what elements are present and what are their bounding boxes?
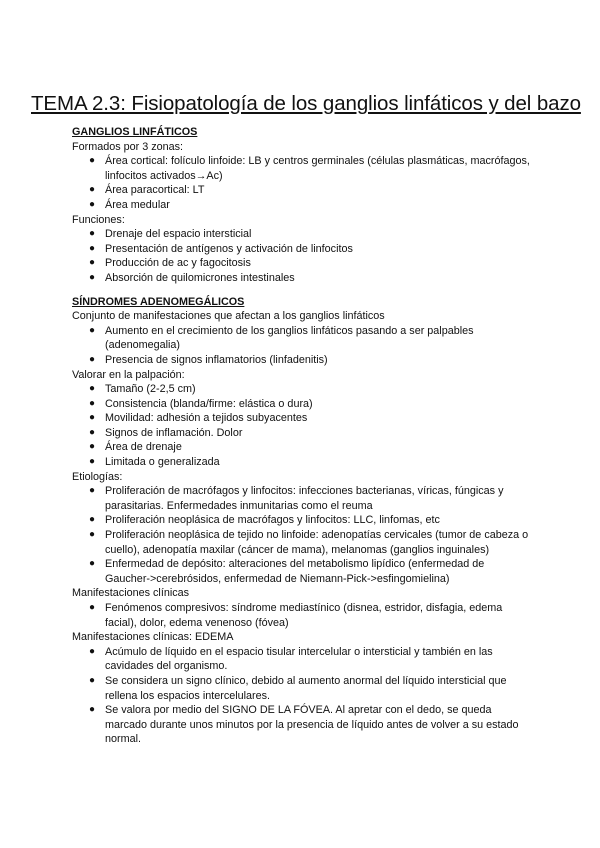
list-item: ● Aumento en el crecimiento de los ganglios linfáticos pasando a ser palpables (adenomegalia) [89,324,474,352]
bullet-icon: ● [89,602,96,613]
bullet-icon: ● [89,485,96,497]
bullet-icon: ● [89,184,96,196]
list-item: ● Drenaje del espacio intersticial [89,228,252,241]
bullet-list [72,324,532,368]
bullet-icon: ● [89,257,96,269]
bullet-icon: ● [89,529,96,541]
bullet-list [72,484,532,586]
list-item: ● Área paracortical: LT [89,184,205,197]
list-item: ● Fenómenos compresivos: síndrome mediastínico (disnea, estridor, disfagia, edema facial), dolor, edema venenoso (fóvea) [89,602,503,629]
section-heading-ganglios: GANGLIOS LINFÁTICOS [72,126,198,138]
bullet-icon: ● [89,324,96,336]
bullet-icon: ● [89,674,96,686]
list-item: ● Proliferación neoplásica de macrófagos y linfocitos: LLC, linfomas, etc [89,514,440,527]
list-item: ● Enfermedad de depósito: alteraciones del metabolismo lipídico (enfermedad de Gaucher->cerebrósidos, enfermedad de Niemann-Pick->esfingomielina) [89,558,485,585]
bullet-icon: ● [89,558,96,570]
block-label: Manifestaciones clínicas: EDEMA [72,631,234,644]
list-item: ● Presencia de signos inflamatorios (linfadenitis) [89,353,328,366]
bullet-icon: ● [89,198,96,210]
block-label: Manifestaciones clínicas [72,587,190,600]
list-item: ● Signos de inflamación. Dolor [89,426,243,439]
bullet-list [72,227,532,285]
block-label: Etiologías: [72,470,123,483]
list-item: ● Absorción de quilomicrones intestinales [89,271,295,284]
list-item: ● Se considera un signo clínico, debido al aumento anormal del líquido intersticial que rellena los espacios intercelulares. [89,674,507,702]
list-item: ● Proliferación neoplásica de tejido no linfoide: adenopatías cervicales (tumor de cabeza o cuello), adenopatía maxilar (cáncer de mama), melanomas (ganglios inguinales) [89,529,529,556]
bullet-icon: ● [89,397,96,409]
section-heading-sindromes: SÍNDROMES ADENOMEGÁLICOS [72,295,245,308]
list-item: ● Se valora por medio del SIGNO DE LA FÓVEA. Al apretar con el dedo, se queda marcado durante unos minutos por la presencia de líquido antes de volver a su estado normal. [89,704,519,746]
block-label: Valorar en la palpación: [72,368,185,381]
bullet-icon: ● [89,242,96,254]
bullet-list [72,645,532,747]
bullet-icon: ● [89,514,96,526]
bullet-icon: ● [89,383,96,395]
list-item: ● Producción de ac y fagocitosis [89,257,251,270]
bullet-icon: ● [89,704,96,716]
bullet-icon: ● [89,155,96,167]
list-item: ● Área cortical: folículo linfoide: LB y centros germinales (células plasmáticas, macrófagos, linfocitos activados→Ac) [89,155,530,182]
list-item: ● Acúmulo de líquido en el espacio tisular intercelular o intersticial y también en las cavidades del organismo. [89,645,493,673]
list-item: ● Tamaño (2-2,5 cm) [89,383,196,396]
bullet-list [72,601,532,630]
block-label: Formados por 3 zonas: [72,140,184,153]
bullet-icon: ● [89,426,96,438]
list-item: ● Proliferación de macrófagos y linfocitos: infecciones bacterianas, víricas, fúngicas y parasitarias. Enfermedades inmunitarias como el reuma [89,485,504,512]
bullet-icon: ● [89,645,96,657]
bullet-list [72,154,532,212]
bullet-icon: ● [89,353,96,365]
bullet-icon: ● [89,228,96,240]
bullet-list [72,382,532,470]
bullet-icon: ● [89,271,96,283]
list-item: ● Área de drenaje [89,441,182,454]
bullet-icon: ● [89,456,96,468]
bullet-icon: ● [89,412,96,424]
page-title: TEMA 2.3: Fisiopatología de los ganglios linfáticos y del bazo [31,92,581,115]
list-item: ● Consistencia (blanda/firme: elástica o dura) [89,397,313,410]
list-item: ● Presentación de antígenos y activación de linfocitos [89,242,353,255]
list-item: ● Limitada o generalizada [89,456,220,469]
block-label: Conjunto de manifestaciones que afectan a los ganglios linfáticos [72,310,385,323]
document-body [72,125,532,747]
list-item: ● Movilidad: adhesión a tejidos subyacentes [89,412,308,425]
list-item: ● Área medular [89,198,170,211]
bullet-icon: ● [89,441,96,453]
block-label: Funciones: [72,213,125,226]
